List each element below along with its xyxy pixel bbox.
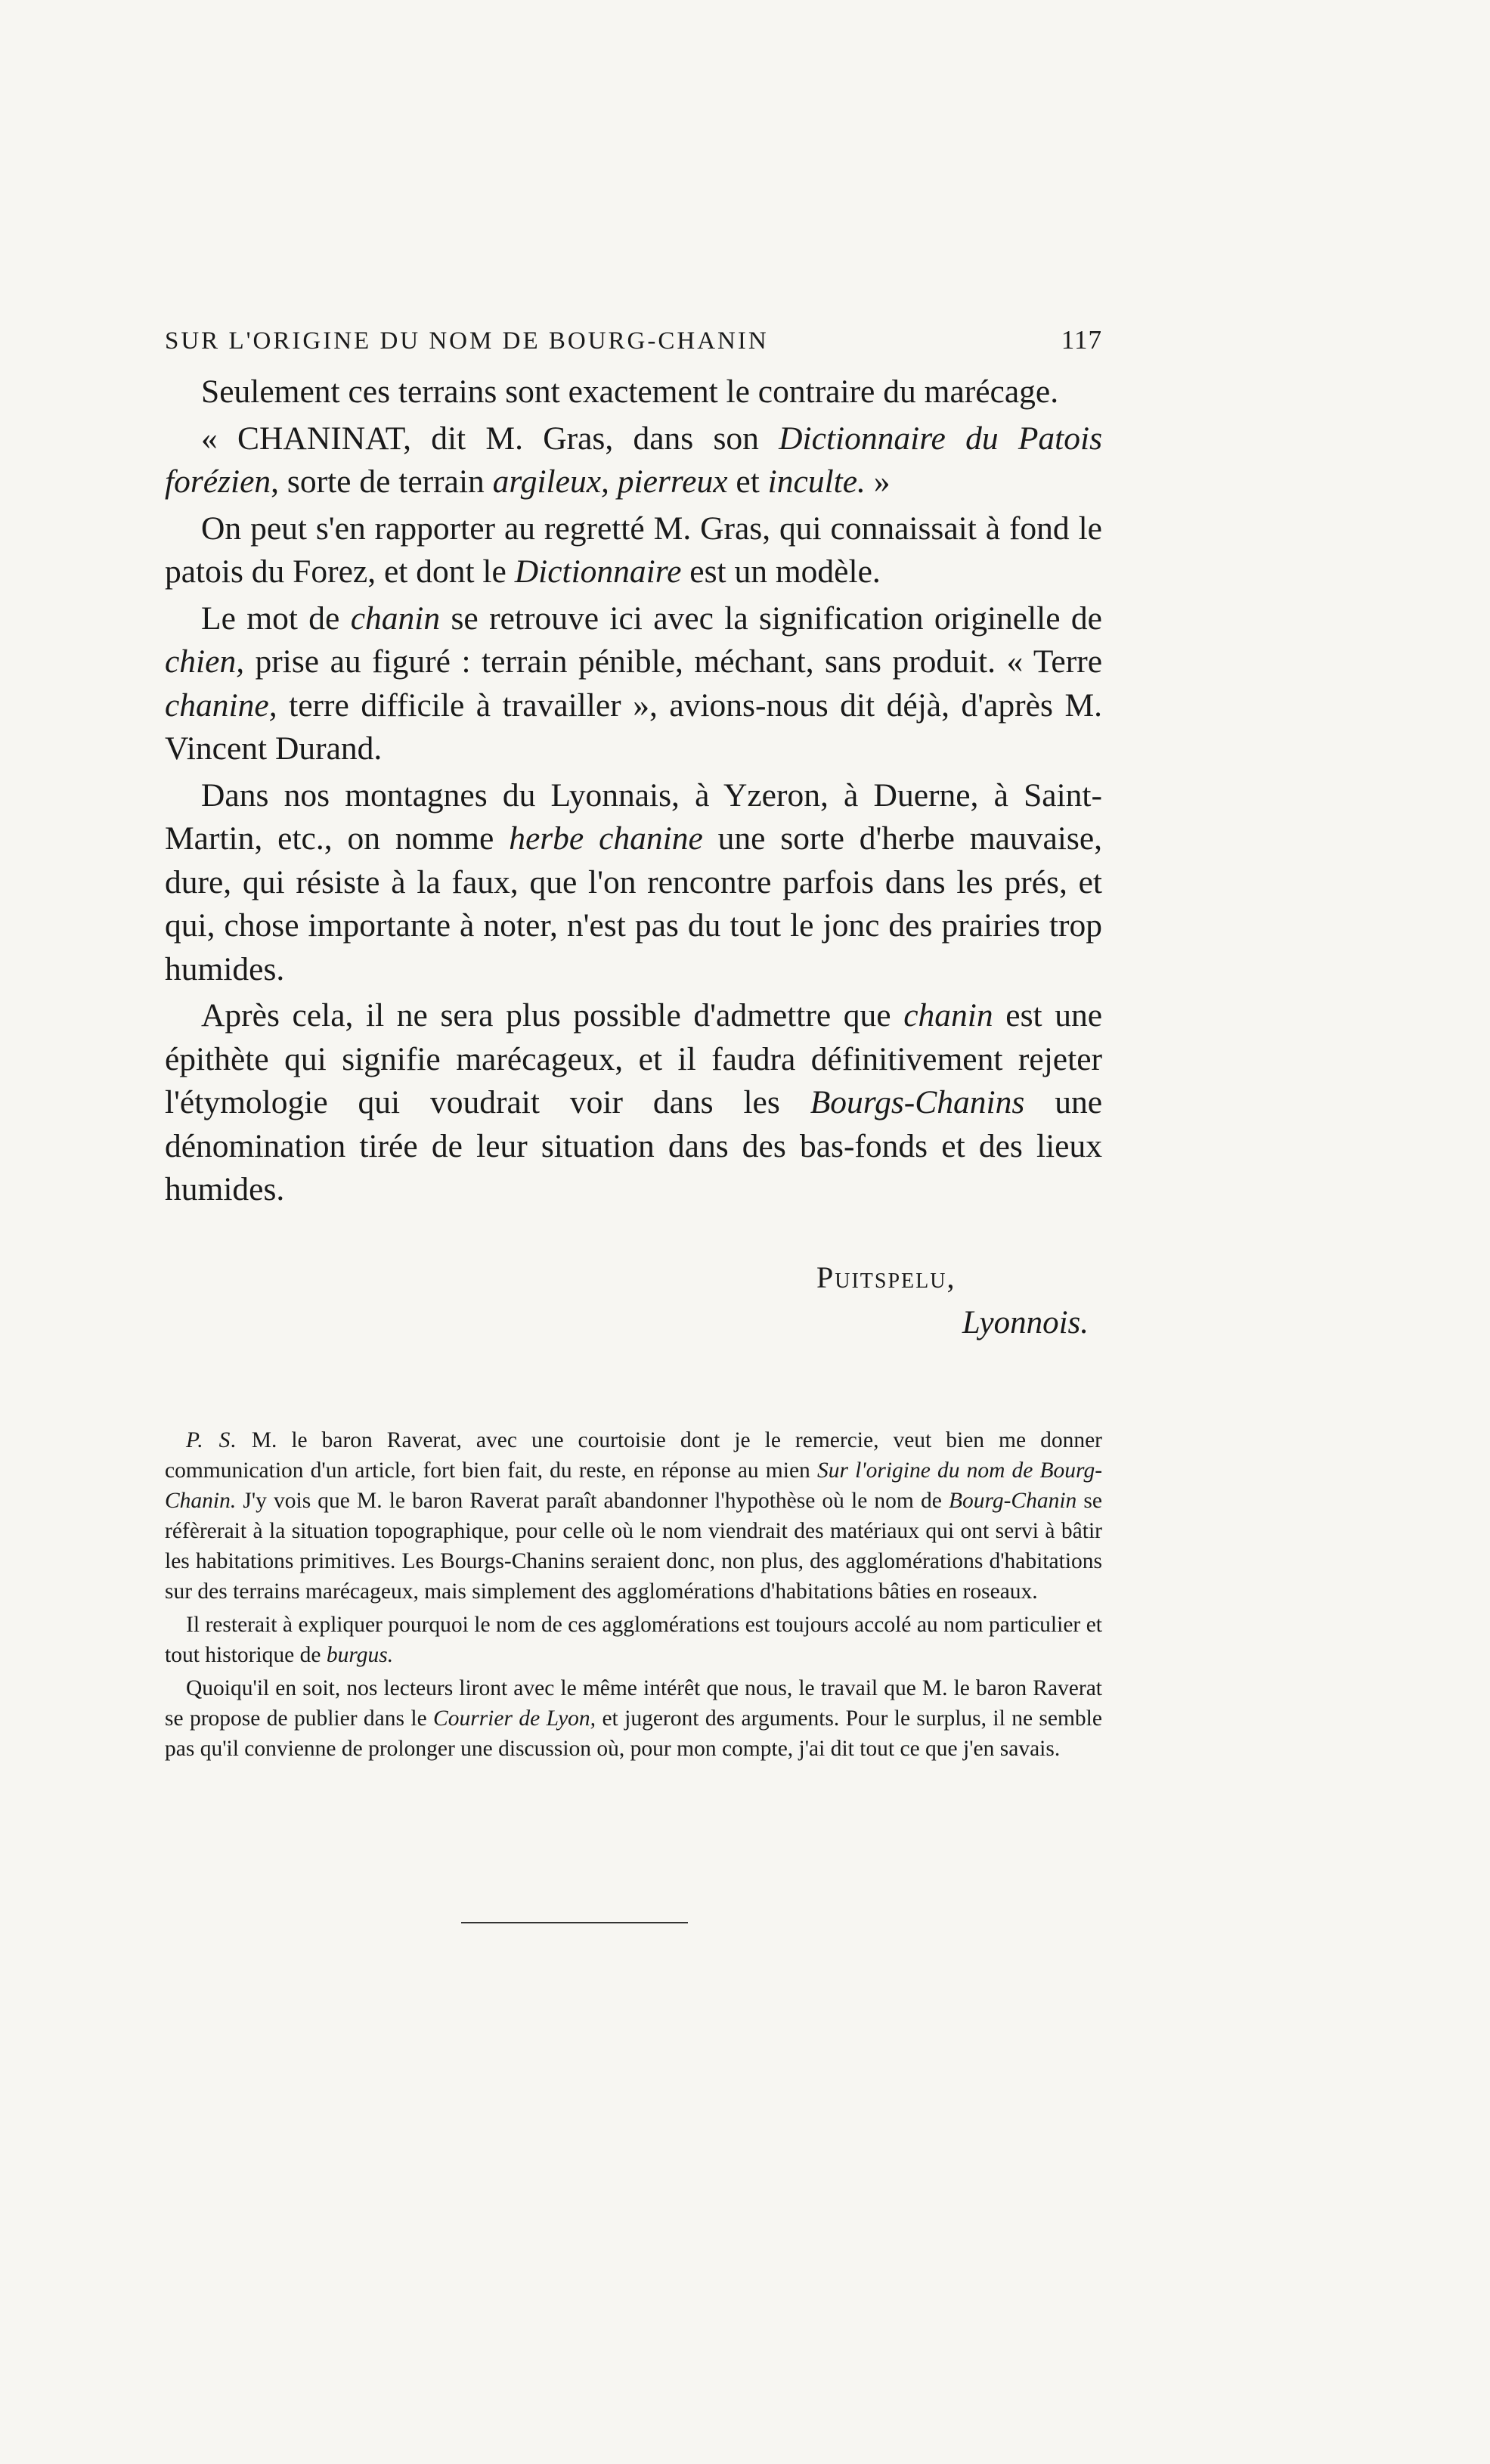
- p6-italic-chanin: chanin: [903, 997, 993, 1034]
- paragraph-1: [165, 370, 1102, 414]
- p4-text: prise au figuré : terrain pénible, méchant, sans produit. « Terre: [244, 643, 1102, 680]
- postscript-notes: [165, 1425, 1102, 1764]
- author-name: Puitspelu,: [816, 1260, 956, 1294]
- paragraph-4: [165, 597, 1102, 771]
- p2-text: , sorte de terrain: [271, 463, 493, 500]
- p2-italic-inculte: inculte.: [767, 463, 866, 500]
- paragraph-2: [165, 417, 1102, 504]
- author-place: Lyonnois.: [962, 1305, 1089, 1340]
- paragraph-1-text: Seulement ces terrains sont exactement le contraire du marécage.: [201, 373, 1059, 410]
- p2-text: et: [727, 463, 768, 500]
- ps-label: P. S.: [186, 1428, 237, 1452]
- signature-block: [816, 1255, 1089, 1346]
- running-head-title: SUR L'ORIGINE DU NOM DE BOURG-CHANIN: [165, 327, 769, 355]
- note-2-text: Il resterait à expliquer pourquoi le nom de ces agglomérations est toujours accolé au nom particulier et tout historique de: [165, 1613, 1102, 1667]
- main-text: [165, 370, 1102, 1212]
- note-1-text: M. le baron Raverat, avec une courtoisie dont je le remercie, veut bien me donner communication d'un article, fort bien fait, du reste, en réponse au mien: [165, 1428, 1103, 1483]
- p3-italic-dictionnaire: Dictionnaire: [514, 553, 682, 590]
- note-1-text: se réfèrerait à la situation topographique, pour celle où le nom viendrait des matériaux qui ont servi à bâtir les habitations primitives. Les Bourgs-Chanins seraient donc, non plus, des agglomérations d'habitations sur des terrains marécageux, mais simplement des agglomérations d'habitations bâties en roseaux.: [165, 1489, 1102, 1604]
- p4-italic-chien: chien,: [165, 643, 245, 680]
- page-number: 117: [1061, 325, 1102, 355]
- note-1-text: J'y vois que M. le baron Raverat paraît abandonner l'hypothèse où le nom de: [236, 1489, 949, 1513]
- p5-italic-herbe-chanine: herbe chanine: [509, 820, 703, 857]
- p6-text: une dénomination tirée de leur situation dans des bas-fonds et des lieux humides.: [165, 1084, 1103, 1207]
- p3-text: est un modèle.: [681, 553, 881, 590]
- closing-rule: [461, 1922, 688, 1923]
- note-3-text: et jugeront des arguments. Pour le surplus, il ne semble pas qu'il convienne de prolonger une discussion où, pour mon compte, j'ai dit tout ce que j'en savais.: [165, 1706, 1102, 1761]
- note-3-text: Quoiqu'il en soit, nos lecteurs liront avec le même intérêt que nous, le travail que M. le baron Raverat se propose de publier dans le: [165, 1676, 1102, 1731]
- p2-text: « CHANINAT, dit M. Gras, dans son: [201, 420, 779, 457]
- note-1: [165, 1425, 1102, 1607]
- note-1-italic-title: Sur l'origine du nom de Bourg-Chanin.: [165, 1458, 1103, 1513]
- p6-text: Après cela, il ne sera plus possible d'admettre que: [201, 997, 904, 1034]
- p2-italic-dictionnaire: Dictionnaire du Patois forézien: [165, 420, 1103, 500]
- p4-text: se retrouve ici avec la signification originelle de: [440, 600, 1102, 637]
- note-2-italic-burgus: burgus.: [326, 1643, 394, 1667]
- p2-text: »: [865, 463, 891, 500]
- p4-italic-chanine: chanine,: [165, 687, 277, 724]
- p4-text: terre difficile à travailler », avions-nous dit déjà, d'après M. Vincent Durand.: [165, 687, 1102, 767]
- note-2: [165, 1610, 1102, 1670]
- paragraph-6: [165, 994, 1102, 1212]
- p6-text: est une épithète qui signifie marécageux, et il faudra définitivement rejeter l'étymologie qui voudrait voir dans les: [165, 997, 1102, 1120]
- note-1-italic-bourg-chanin: Bourg-Chanin: [948, 1489, 1077, 1513]
- note-3: [165, 1673, 1102, 1764]
- p2-italic-argileux: argileux, pierreux: [492, 463, 728, 500]
- p5-text: une sorte d'herbe mauvaise, dure, qui résiste à la faux, que l'on rencontre parfois dans les prés, et qui, chose importante à noter, n'est pas du tout le jonc des prairies trop humides.: [165, 820, 1102, 987]
- p4-text: Le mot de: [201, 600, 351, 637]
- p6-italic-bourgs-chanins: Bourgs-Chanins: [810, 1084, 1025, 1120]
- paragraph-3: [165, 507, 1102, 594]
- p5-text: Dans nos montagnes du Lyonnais, à Yzeron, à Duerne, à Saint-Martin, etc., on nomme: [165, 776, 1102, 857]
- p4-italic-chanin: chanin: [350, 600, 441, 637]
- p3-text: On peut s'en rapporter au regretté M. Gras, qui connaissait à fond le patois du Forez, et dont le: [165, 510, 1102, 590]
- paragraph-5: [165, 774, 1102, 992]
- note-3-italic-courrier: Courrier de Lyon,: [433, 1706, 596, 1731]
- running-head: [165, 325, 1102, 355]
